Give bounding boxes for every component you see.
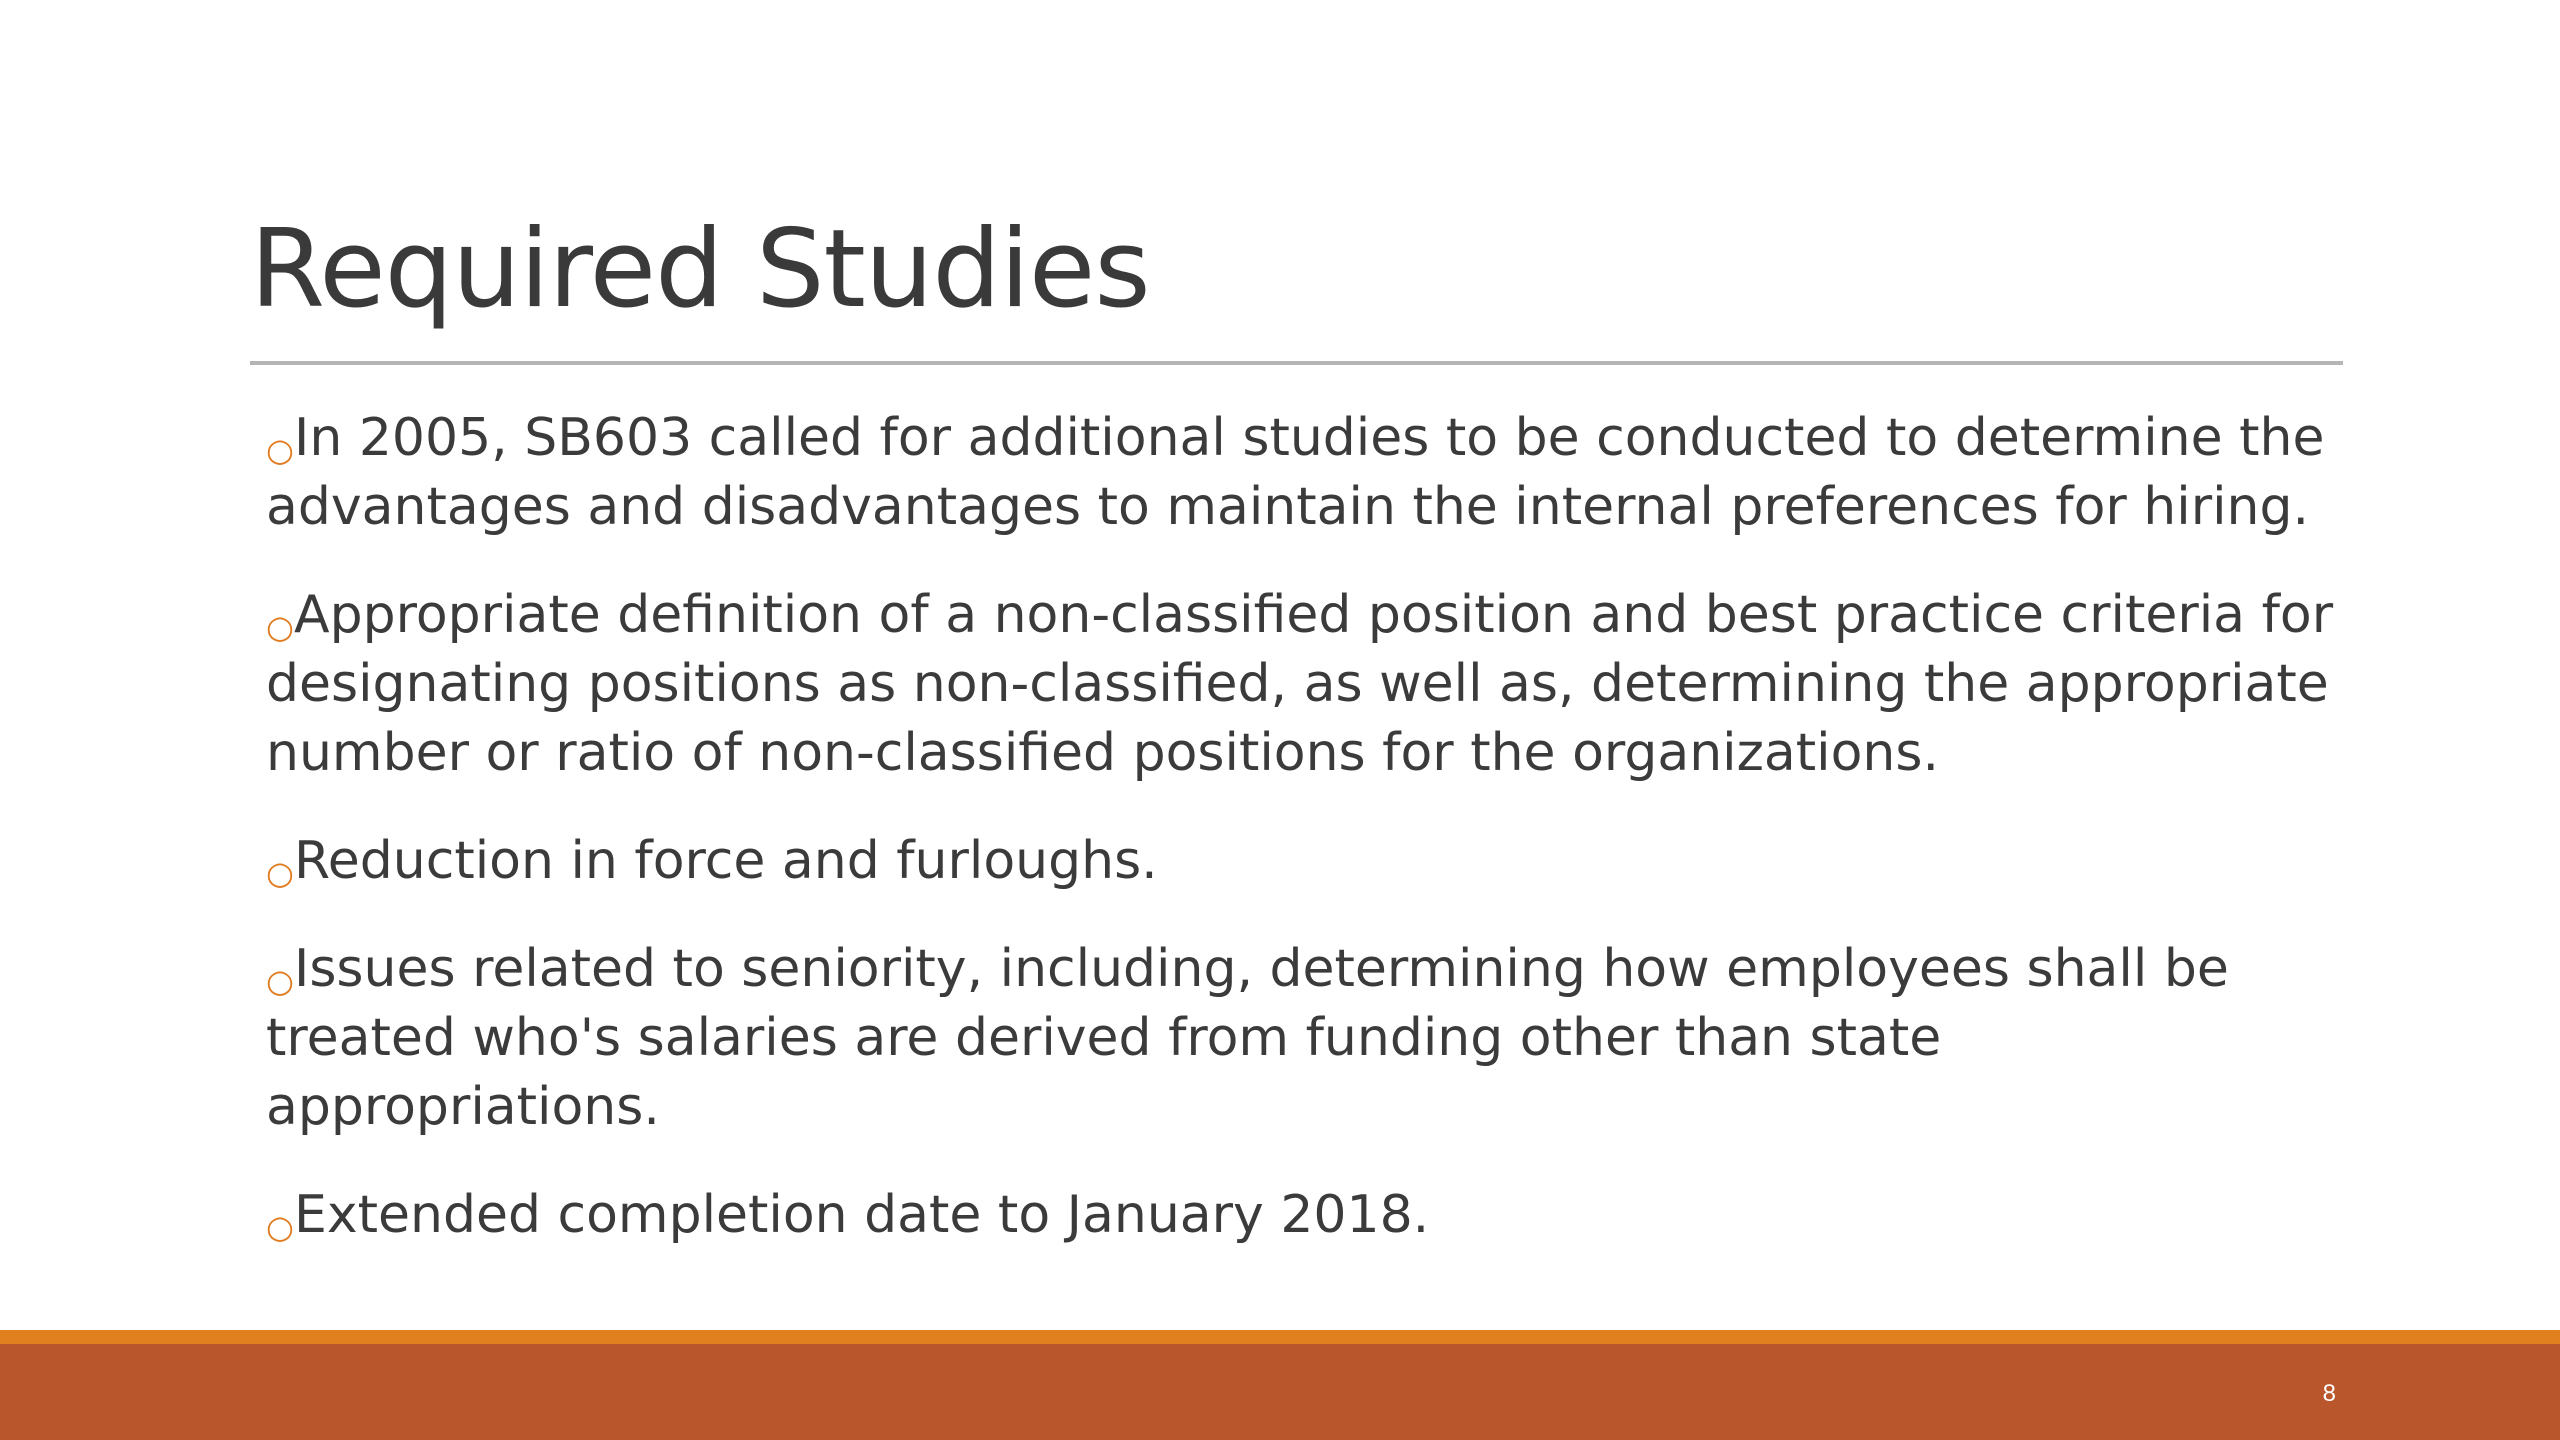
- bullet-circle-icon: ○: [266, 962, 294, 1000]
- bullet-item: [266, 935, 2346, 1142]
- slide-title: Required Studies: [250, 207, 1150, 332]
- bullet-text: In 2005, SB603 called for additional studies to be conducted to determine the advantages and disadvantages to maintain the internal preferences for hiring.: [266, 408, 2325, 537]
- bullet-circle-icon: ○: [266, 854, 294, 892]
- bullet-item: [266, 1181, 2346, 1250]
- bullet-circle-icon: ○: [266, 608, 294, 646]
- bullet-list: [266, 404, 2346, 1289]
- bullet-text: Extended completion date to January 2018.: [294, 1185, 1430, 1245]
- bullet-circle-icon: ○: [266, 431, 294, 469]
- bullet-item: [266, 827, 2346, 896]
- bullet-item: [266, 404, 2346, 542]
- bullet-text: Issues related to seniority, including, determining how employees shall be treated who's salaries are derived from funding other than state appropriations.: [266, 939, 2229, 1137]
- footer-accent-stripe: [0, 1330, 2560, 1344]
- title-divider: [250, 361, 2343, 365]
- page-number: 8: [2322, 1380, 2336, 1407]
- bullet-text: Appropriate definition of a non-classified position and best practice criteria for designating positions as non-classified, as well as, determining the appropriate number or ratio of non-classified positions for the organizations.: [266, 585, 2334, 783]
- bullet-item: [266, 581, 2346, 788]
- bullet-circle-icon: ○: [266, 1208, 294, 1246]
- footer-bar: [0, 1344, 2560, 1440]
- bullet-text: Reduction in force and furloughs.: [294, 831, 1158, 891]
